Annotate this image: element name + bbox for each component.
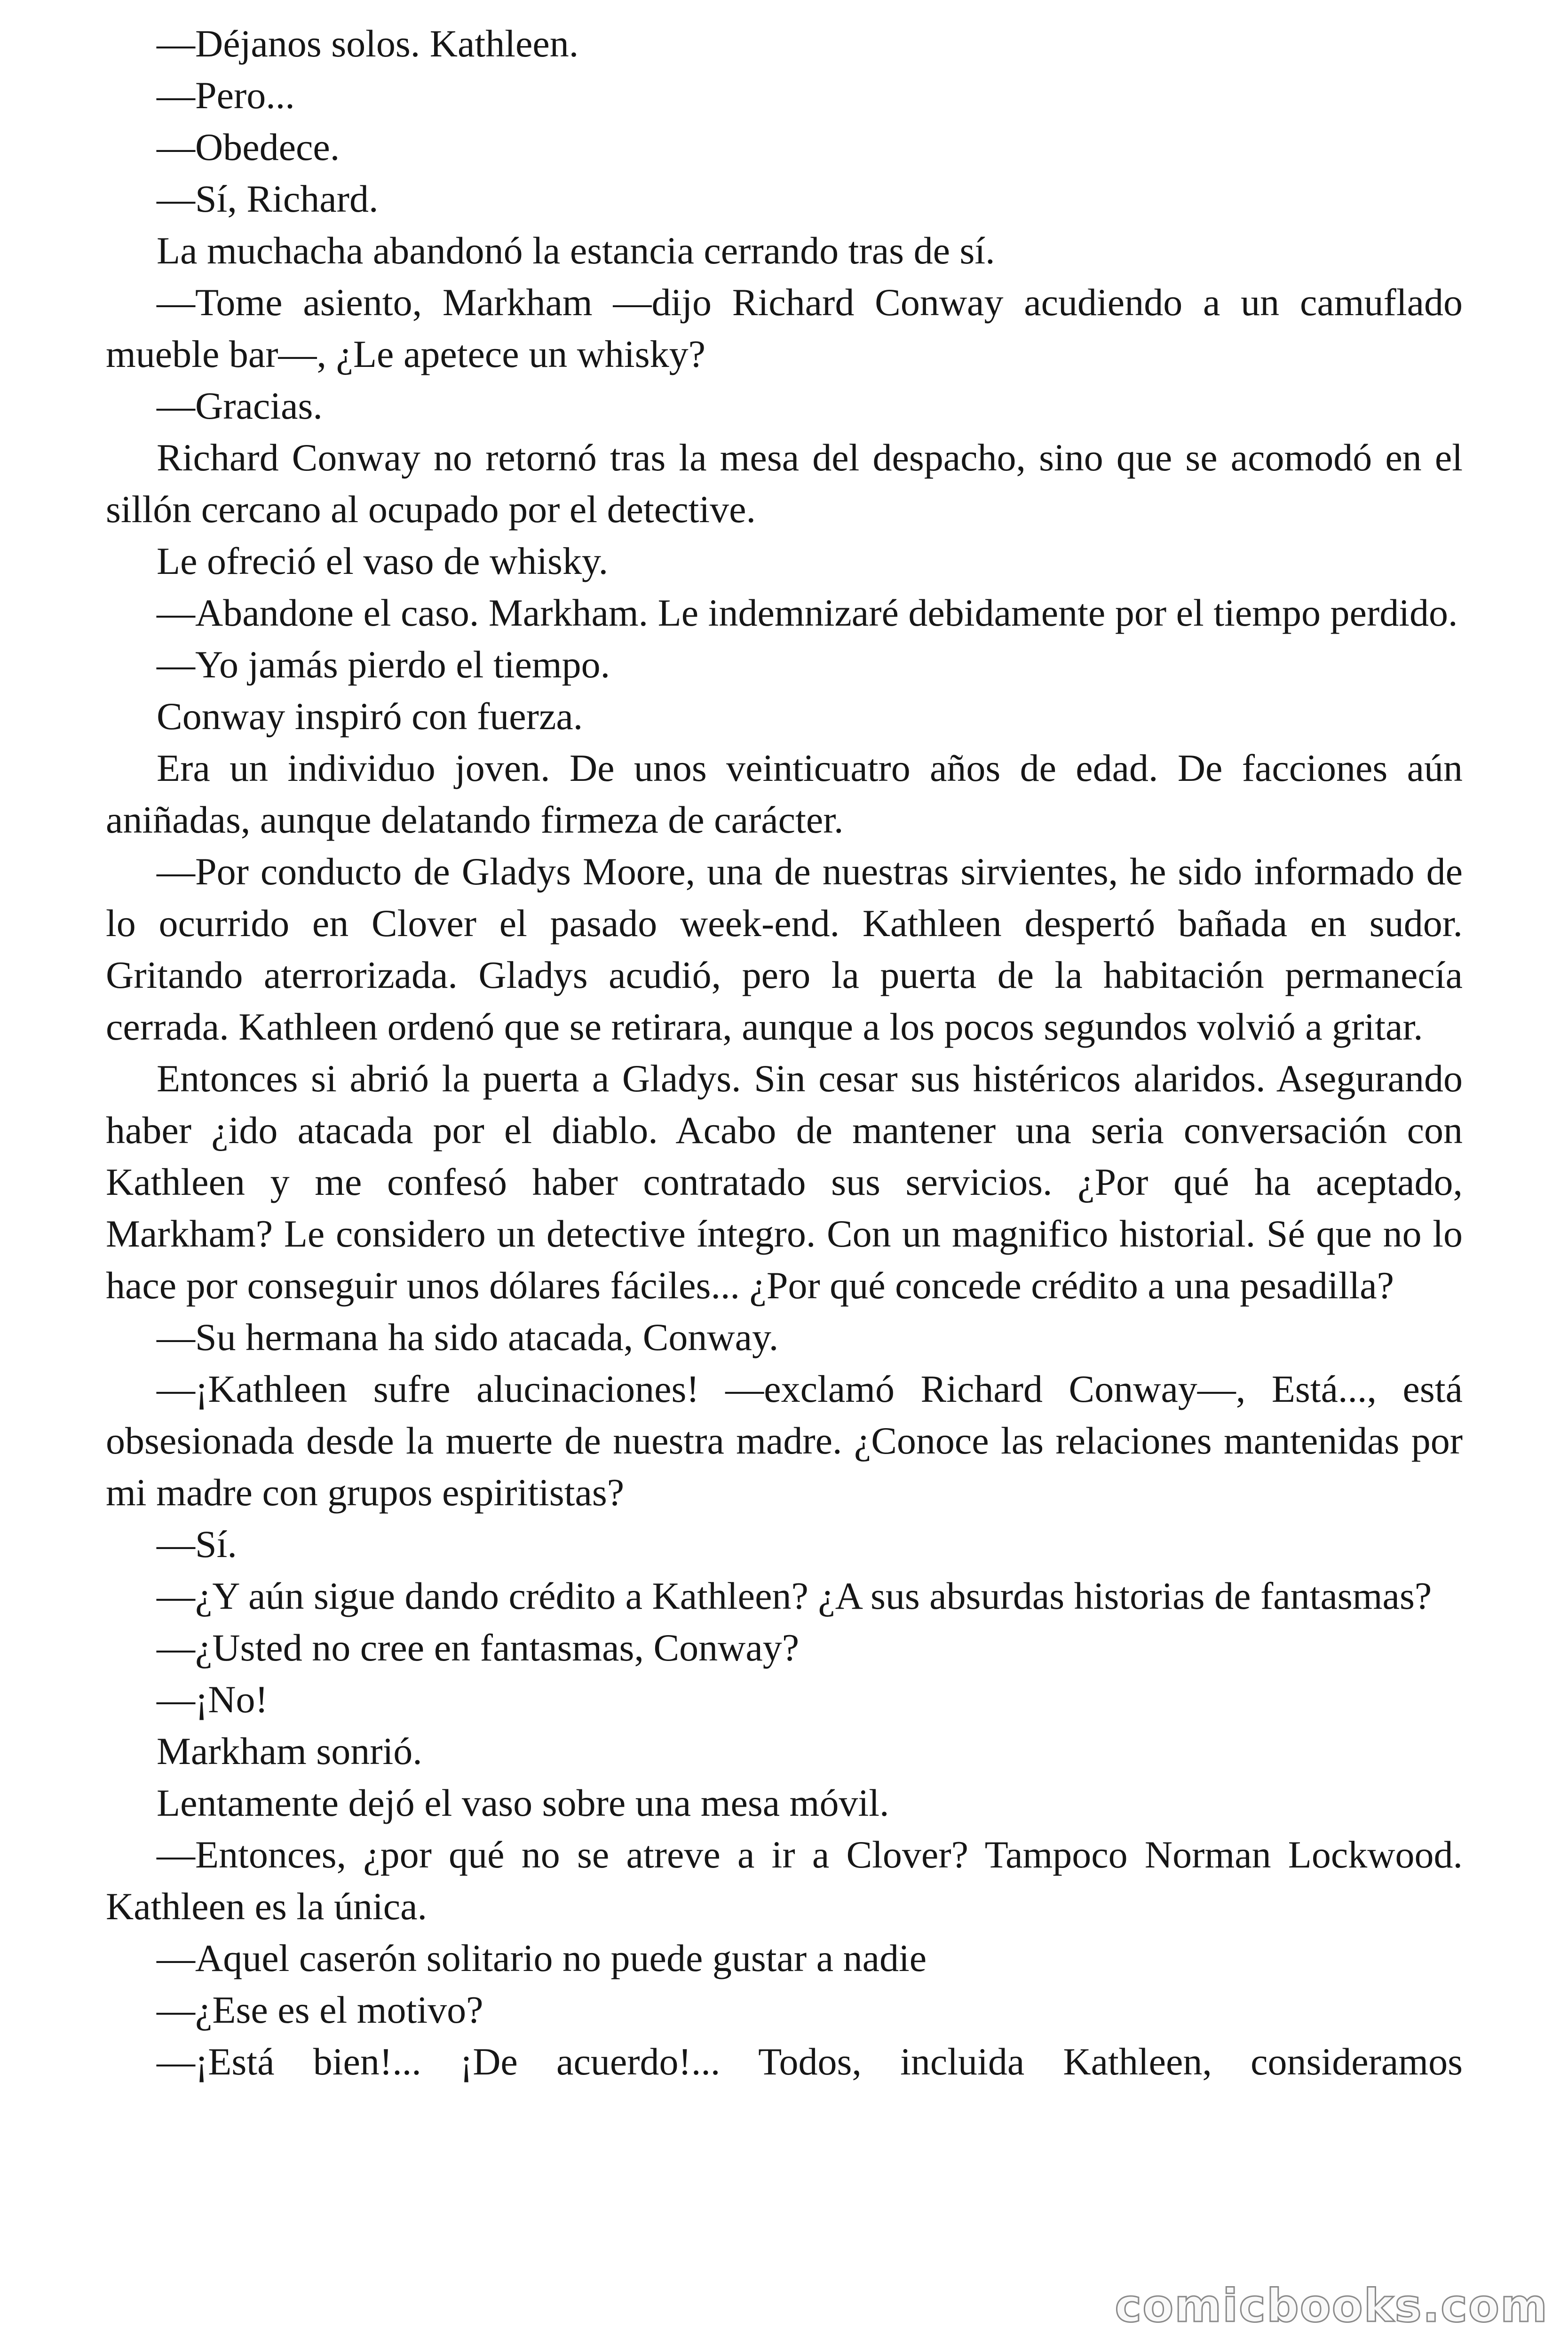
paragraph: —Aquel caserón solitario no puede gustar a nadie [157,1937,927,1979]
paragraph: Era un individuo joven. De unos veinticuatro años de edad. De facciones aún aniñadas, aunque delatando firmeza de carácter. [106,747,1463,841]
paragraph: —¿Usted no cree en fantasmas, Conway? [157,1626,800,1669]
paragraph: —Yo jamás pierdo el tiempo. [157,643,610,686]
paragraph: —Entonces, ¿por qué no se atreve a ir a Clover? Tampoco Norman Lockwood. Kathleen es la única. [106,1833,1463,1928]
watermark-logo: comicbooks.com [1115,2280,1548,2332]
paragraph: —Tome asiento, Markham —dijo Richard Conway acudiendo a un camuflado mueble bar—, ¿Le apetece un whisky? [106,281,1463,375]
paragraph: —¡No! [157,1678,268,1721]
paragraph: —Gracias. [157,384,323,427]
book-page-text [106,18,1463,2088]
paragraph: Le ofreció el vaso de whisky. [157,540,609,582]
paragraph: Entonces si abrió la puerta a Gladys. Sin cesar sus histéricos alaridos. Asegurando haber ¿ido atacada por el diablo. Acabo de mantener una seria conversación con Kathleen y me confesó haber contratado sus servicios. ¿Por qué ha aceptado, Markham? Le considero un detective íntegro. Con un magnifico historial. Sé que no lo hace por conseguir unos dólares fáciles... ¿Por qué concede crédito a una pesadilla? [106,1057,1463,1307]
paragraph: —Pero... [157,74,295,117]
paragraph: —Abandone el caso. Markham. Le indemnizaré debidamente por el tiempo perdido. [157,591,1458,634]
paragraph: —Sí, Richard. [157,177,379,220]
paragraph: —¡Kathleen sufre alucinaciones! —exclamó Richard Conway—, Está..., está obsesionada desde la muerte de nuestra madre. ¿Conoce las relaciones mantenidas por mi madre con grupos espiritistas? [106,1367,1463,1514]
paragraph: Lentamente dejó el vaso sobre una mesa móvil. [157,1781,889,1824]
paragraph: —Obedece. [157,126,340,168]
paragraph: —Déjanos solos. Kathleen. [157,22,579,65]
paragraph: —¿Ese es el motivo? [157,1988,483,2031]
paragraph: —Su hermana ha sido atacada, Conway. [157,1316,779,1359]
paragraph: Richard Conway no retornó tras la mesa del despacho, sino que se acomodó en el sillón cercano al ocupado por el detective. [106,436,1463,531]
paragraph: —Sí. [157,1523,237,1565]
paragraph: La muchacha abandonó la estancia cerrando tras de sí. [157,229,995,272]
paragraph: —¿Y aún sigue dando crédito a Kathleen? ¿A sus absurdas historias de fantasmas? [157,1574,1432,1617]
paragraph: —Por conducto de Gladys Moore, una de nuestras sirvientes, he sido informado de lo ocurrido en Clover el pasado week-end. Kathleen despertó bañada en sudor. Gritando aterrorizada. Gladys acudió, pero la puerta de la habitación permanecía cerrada. Kathleen ordenó que se retirara, aunque a los pocos segundos volvió a gritar. [106,850,1463,1048]
paragraph-continues: —¡Está bien!... ¡De acuerdo!... Todos, incluida Kathleen, consideramos [157,2040,1463,2083]
paragraph: Conway inspiró con fuerza. [157,695,583,738]
paragraph: Markham sonrió. [157,1730,422,1772]
